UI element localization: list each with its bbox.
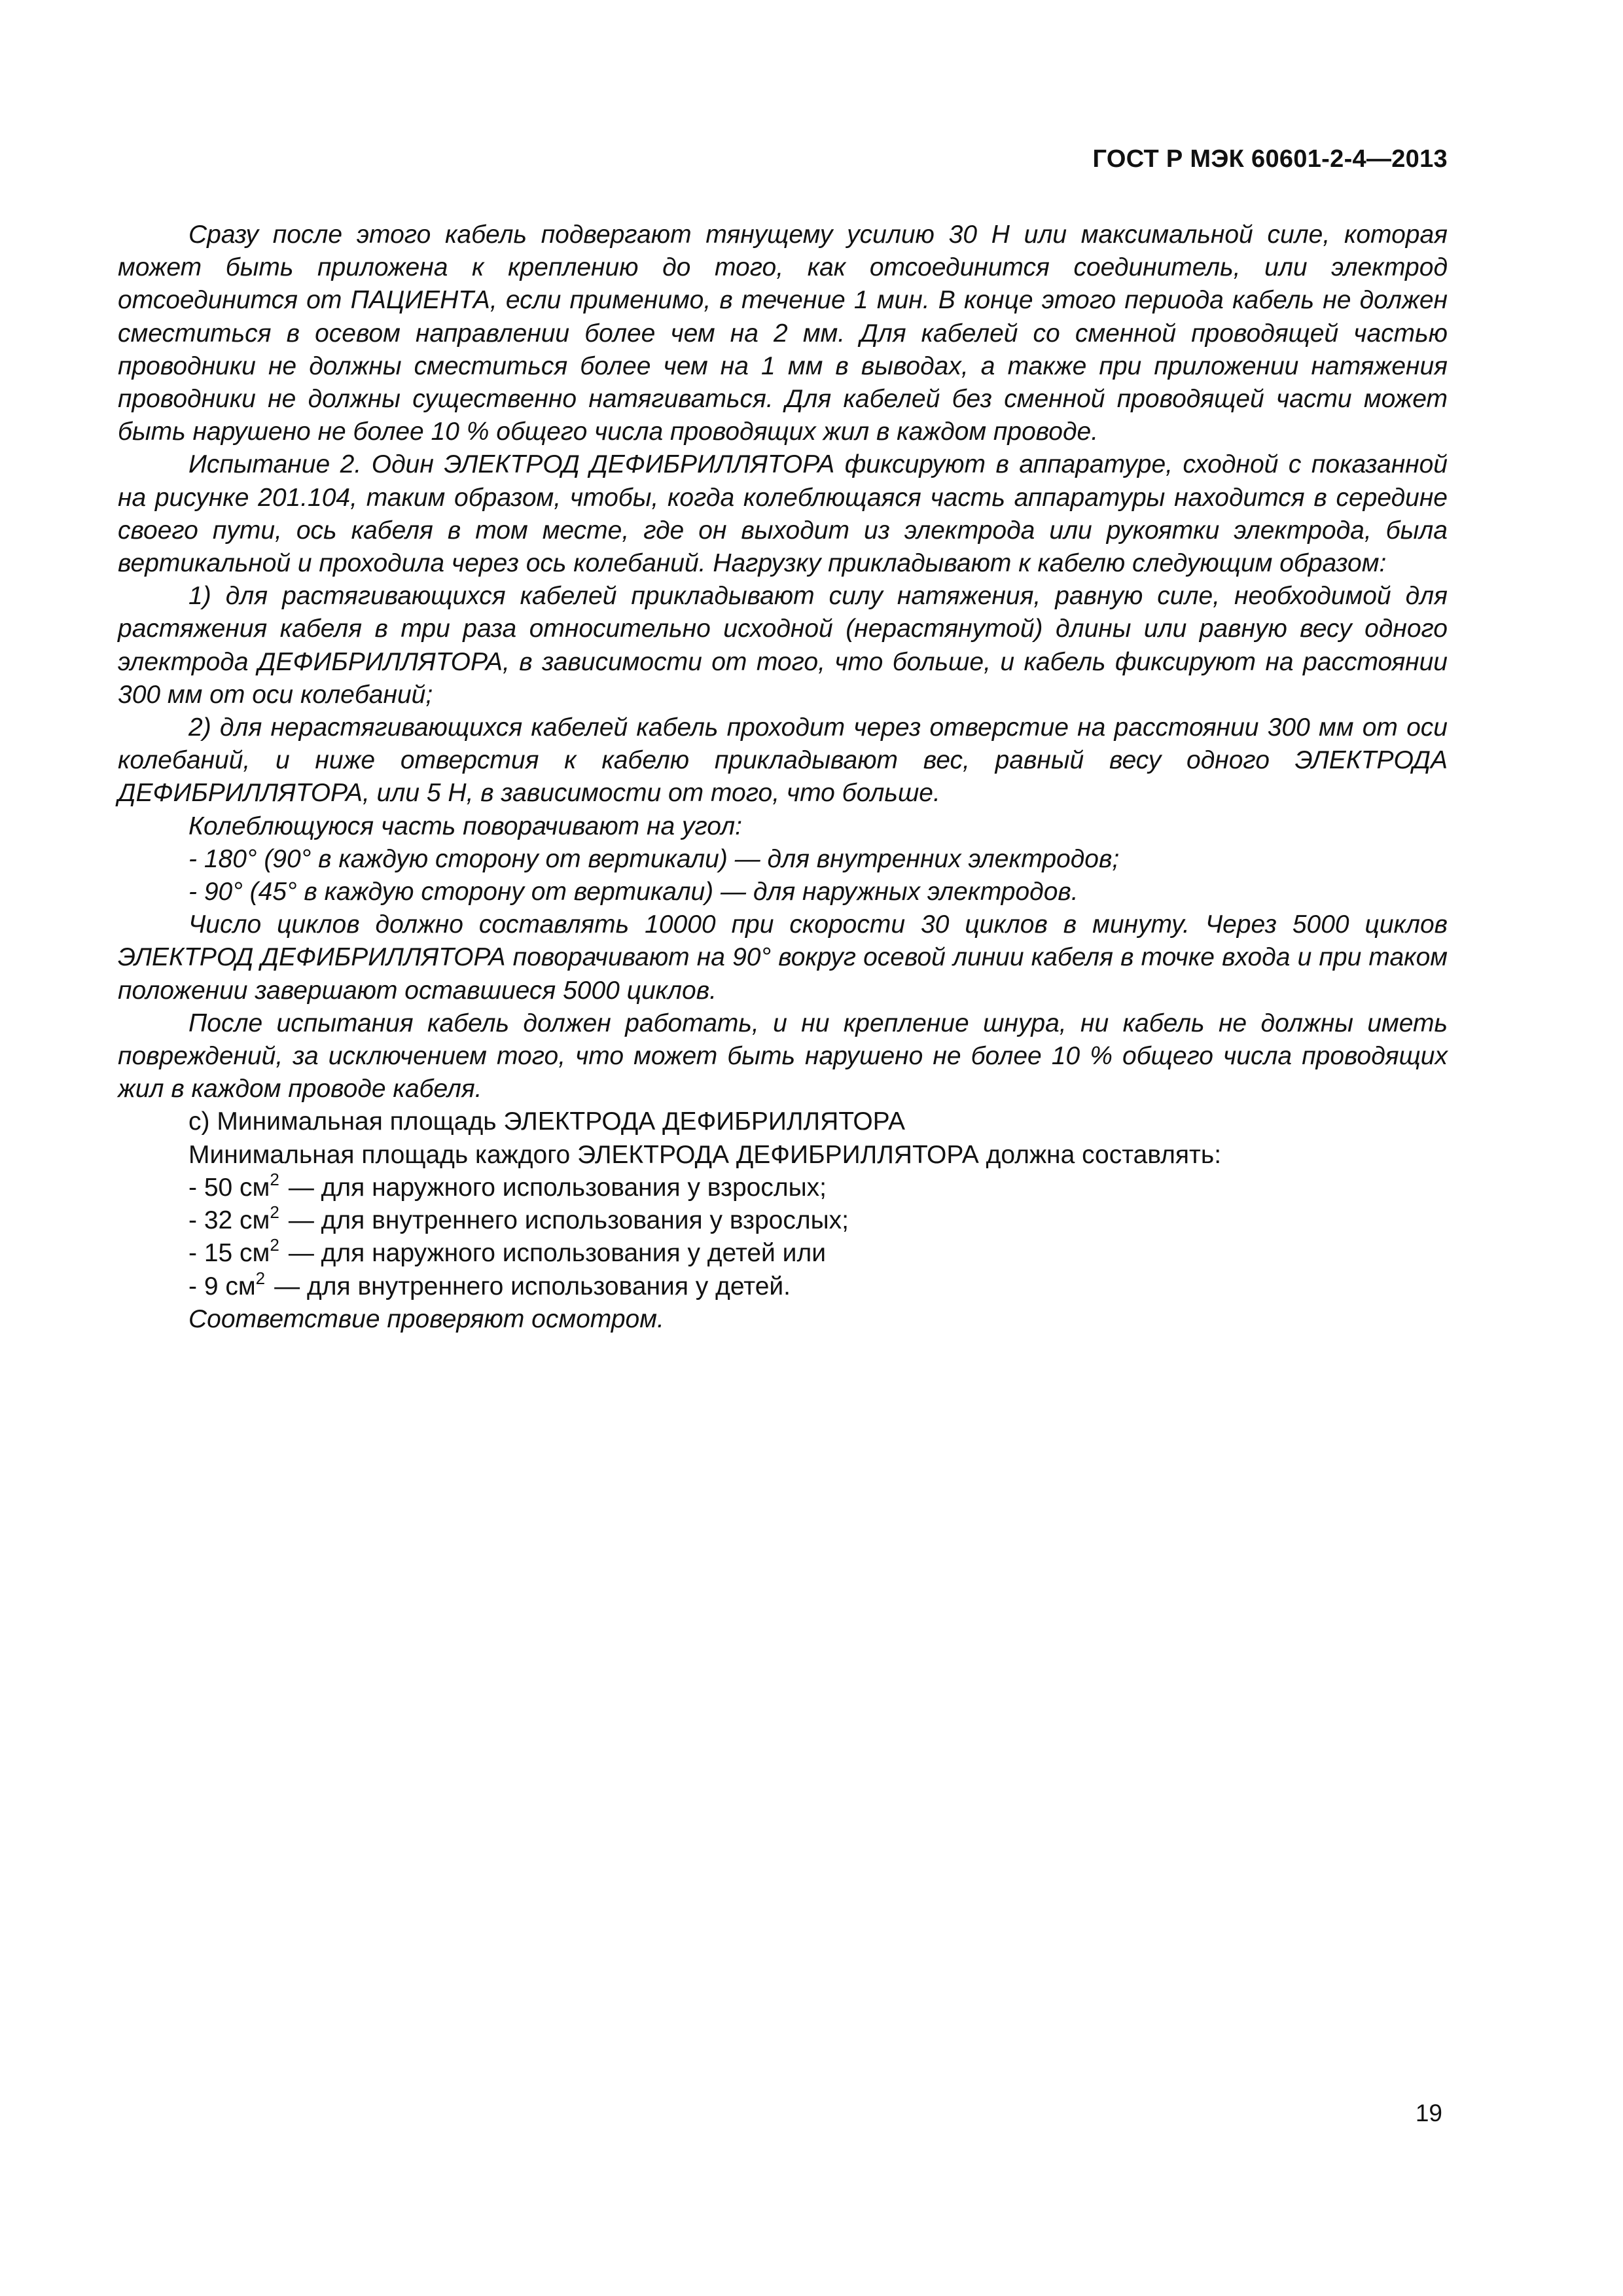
area-value: - 15 см (188, 1239, 270, 1268)
paragraph-non-stretchable-cables: 2) для нерастягивающихся кабелей кабель проходит через отверстие на расстоянии 300 мм от оси колебаний, и ниже отверстия к кабелю прикладывают вес, равный весу одного ЭЛЕКТРОДА ДЕФИБРИЛЛЯТОРА, или 5 Н, в зависимости от того, что больше. (118, 713, 1448, 808)
paragraph-cycle-count: Число циклов должно составлять 10000 при скорости 30 циклов в минуту. Через 5000 циклов ЭЛЕКТРОД ДЕФИБРИЛЛЯТОРА поворачивают на 90° вокруг осевой линии кабеля в точке входа и при таком положении завершают оставшиеся 5000 циклов. (118, 910, 1448, 1005)
section-c-title: c) Минимальная площадь ЭЛЕКТРОДА ДЕФИБРИЛЛЯТОРА (188, 1107, 906, 1136)
page-number: 19 (1415, 2100, 1442, 2126)
area-value: - 50 см (188, 1173, 270, 1202)
area-exponent: 2 (270, 1202, 279, 1223)
paragraph-after-test: После испытания кабель должен работать, и ни крепление шнура, ни кабель не должны иметь повреждений, за исключением того, что может быть нарушено не более 10 % общего числа проводящих жил в каждом проводе кабеля. (118, 1009, 1448, 1103)
paragraph-cable-pull-test: Сразу после этого кабель подвергают тянущему усилию 30 Н или максимальной силе, которая может быть приложена к креплению до того, как отсоединится соединитель, или электрод отсоединится от ПАЦИЕНТА, если применимо, в течение 1 мин. В конце этого периода кабель не должен сместиться в осевом направлении более чем на 2 мм. Для кабелей со сменной проводящей частью проводники не должны сместиться более чем на 1 мм в выводах, а также при приложении натяжения проводники не должны существенно натягиваться. Для кабелей без сменной проводящей части может быть нарушено не более 10 % общего числа проводящих жил в каждом проводе. (118, 221, 1448, 446)
area-exponent: 2 (270, 1235, 279, 1255)
section-c-intro: Минимальная площадь каждого ЭЛЕКТРОДА ДЕФИБРИЛЛЯТОРА должна составлять: (188, 1140, 1222, 1169)
area-description: — для наружного использования у детей или (288, 1239, 826, 1268)
area-exponent: 2 (270, 1169, 279, 1189)
list-item-area-adult-external (118, 1169, 1448, 1204)
list-item-external-electrodes: - 90° (45° в каждую сторону от вертикали) — для наружных электродов. (188, 878, 1079, 906)
paragraph-test-2: Испытание 2. Один ЭЛЕКТРОД ДЕФИБРИЛЛЯТОРА фиксируют в аппаратуре, сходной с показанной на рисунке 201.104, таким образом, чтобы, когда колеблющаяся часть аппаратуры находится в середине своего пути, ось кабеля в том месте, где он выходит из электрода или рукоятки электрода, была вертикальной и проходила через ось колебаний. Нагрузку прикладывают к кабелю следующим образом: (118, 450, 1448, 578)
document-body (118, 219, 1448, 1336)
list-item-area-adult-internal (118, 1204, 1448, 1237)
list-item-area-child-external (118, 1237, 1448, 1270)
paragraph-stretchable-cables: 1) для растягивающихся кабелей прикладывают силу натяжения, равную силе, необходимой для растяжения кабеля в три раза относительно исходной (нерастянутой) длины или равную весу одного электрода ДЕФИБРИЛЛЯТОРА, в зависимости от того, что больше, и кабель фиксируют на расстоянии 300 мм от оси колебаний; (118, 582, 1448, 709)
area-description: — для внутреннего использования у взрослых; (288, 1206, 849, 1235)
document-number-header: ГОСТ Р МЭК 60601-2-4—2013 (1092, 145, 1448, 173)
list-item-internal-electrodes: - 180° (90° в каждую сторону от вертикали) — для внутренних электродов; (188, 844, 1120, 873)
compliance-statement: Соответствие проверяют осмотром. (188, 1304, 664, 1333)
area-exponent: 2 (255, 1268, 266, 1288)
area-value: - 32 см (188, 1206, 270, 1235)
area-description: — для внутреннего использования у детей. (274, 1272, 791, 1300)
paragraph-oscillation-angle: Колеблющуюся часть поворачивают на угол: (188, 812, 742, 840)
list-item-area-child-internal (118, 1270, 1448, 1303)
area-value: - 9 см (188, 1272, 256, 1300)
area-description: — для наружного использования у взрослых; (288, 1173, 827, 1202)
